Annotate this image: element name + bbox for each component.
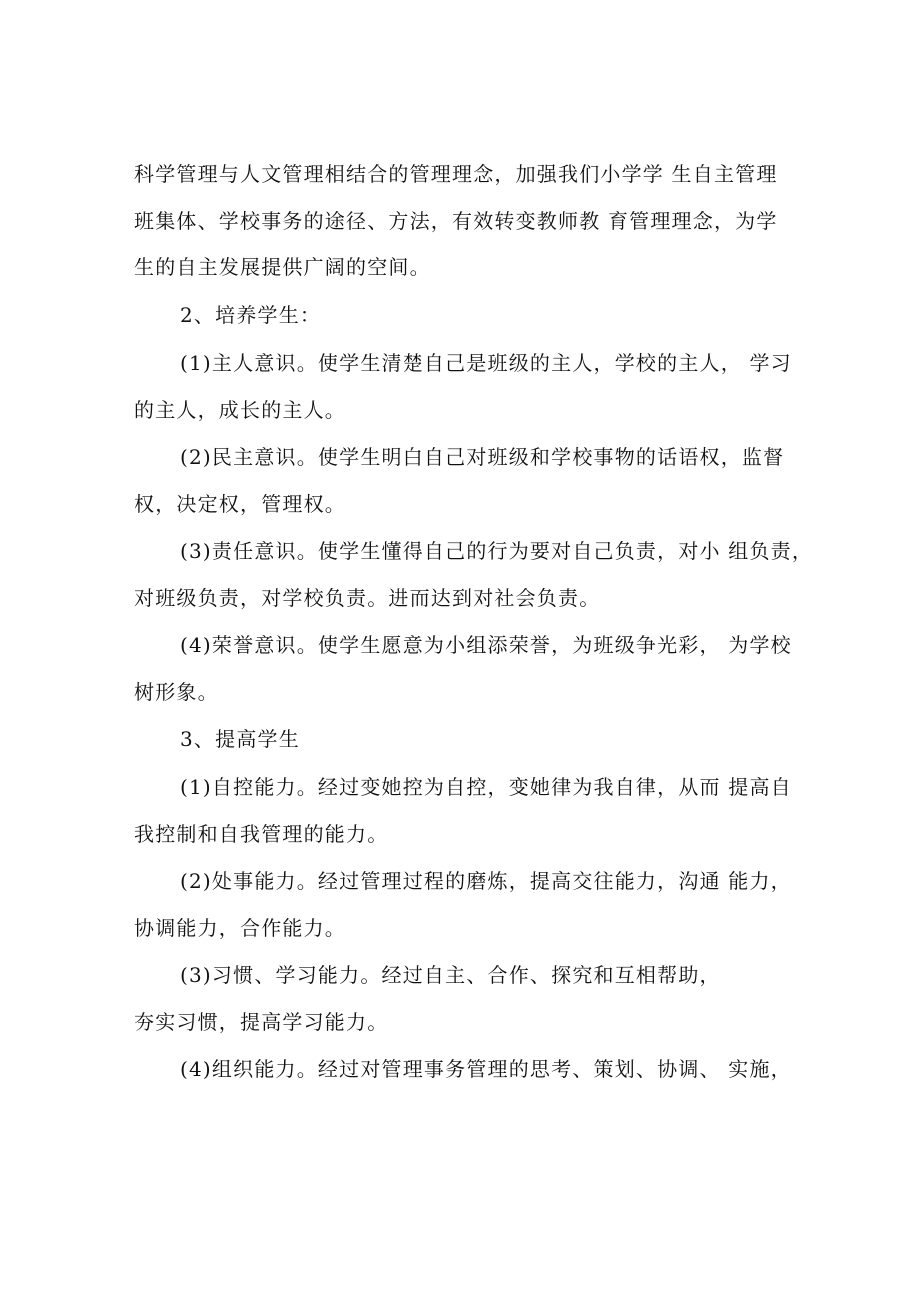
list-item-line: (4)荣誉意识。使学生愿意为小组添荣誉，为班级争光彩， 为学校 <box>180 633 792 657</box>
list-item-line: (3)习惯、学习能力。经过自主、合作、探究和互相帮助， <box>180 963 721 987</box>
list-item-line: (3)责任意识。使学生懂得自己的行为要对自己负责，对小 组负责， <box>180 539 814 563</box>
list-item-line: 我控制和自我管理的能力。 <box>134 822 389 846</box>
paragraph-line: 班集体、学校事务的途径、方法，有效转变教师教 育管理理念，为学 <box>134 209 778 233</box>
paragraph-line: 科学管理与人文管理相结合的管理理念，加强我们小学学 生自主管理 <box>134 162 778 186</box>
list-item-line: (2)民主意识。使学生明白自己对班级和学校事物的话语权，监督 <box>180 445 785 469</box>
list-item-line: (4)组织能力。经过对管理事务管理的思考、策划、协调、 实施， <box>180 1057 792 1081</box>
section-heading: 3、提高学生 <box>180 727 300 751</box>
list-item-line: 树形象。 <box>134 680 219 704</box>
list-item-line: 夯实习惯，提高学习能力。 <box>134 1010 389 1034</box>
section-heading: 2、培养学生： <box>180 303 322 327</box>
list-item-line: 的主人，成长的主人。 <box>134 398 346 422</box>
list-item-line: 对班级负责，对学校负责。进而达到对社会负责。 <box>134 586 601 610</box>
list-item-line: 权，决定权，管理权。 <box>134 492 346 516</box>
list-item-line: (1)主人意识。使学生清楚自己是班级的主人，学校的主人， 学习 <box>180 351 792 375</box>
list-item-line: (1)自控能力。经过变她控为自控，变她律为我自律，从而 提高自 <box>180 775 792 799</box>
list-item-line: 协调能力，合作能力。 <box>134 916 346 940</box>
list-item-line: (2)处事能力。经过管理过程的磨炼，提高交往能力，沟通 能力， <box>180 869 792 893</box>
paragraph-line: 生的自主发展提供广阔的空间。 <box>134 255 431 279</box>
